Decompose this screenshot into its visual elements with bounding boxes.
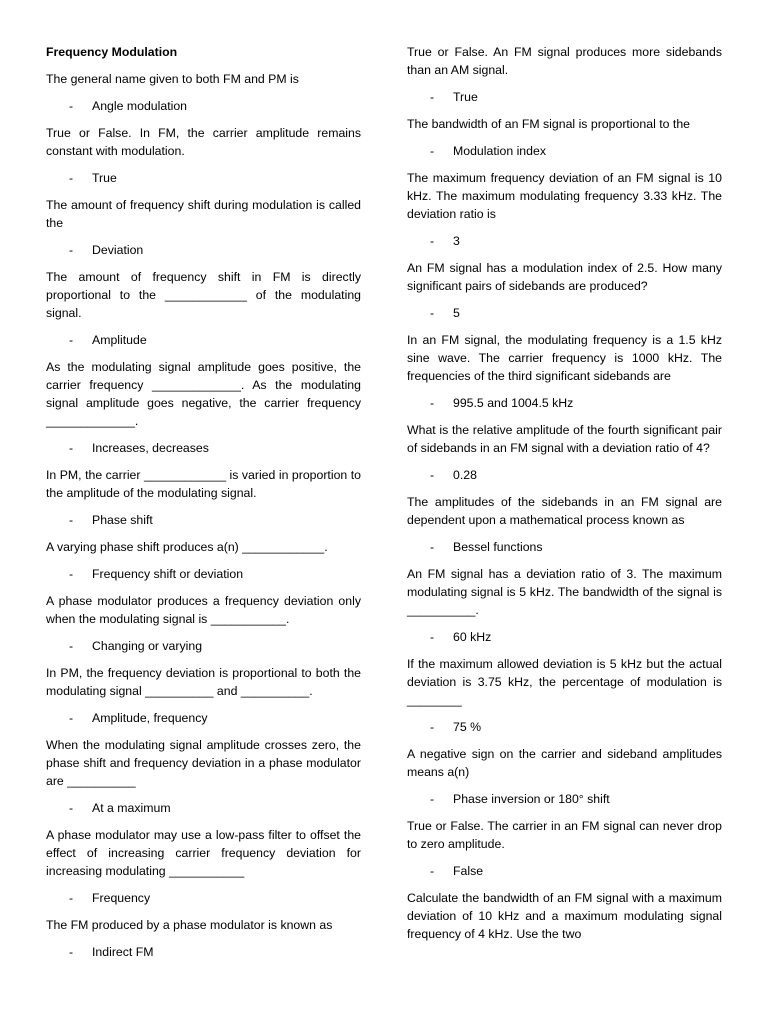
question-text: The general name given to both FM and PM is xyxy=(46,72,299,86)
question-text: A negative sign on the carrier and sideband amplitudes means a(n) xyxy=(407,747,722,779)
answer-marker: - xyxy=(430,90,435,104)
answer-text: Amplitude xyxy=(92,333,147,347)
answer-marker: - xyxy=(69,945,74,959)
answer-text: Angle modulation xyxy=(92,99,188,113)
answer-text: True xyxy=(453,90,478,104)
answer-marker: - xyxy=(430,306,435,320)
question-text: The maximum frequency deviation of an FM signal is 10 kHz. The maximum modulating frequency 3.33 kHz. The deviation ratio is xyxy=(407,171,722,221)
question-text: In PM, the carrier ____________ is varied in proportion to the amplitude of the modulating signal. xyxy=(46,468,361,500)
answer-marker: - xyxy=(69,333,74,347)
answer-item xyxy=(46,799,361,817)
question-text: What is the relative amplitude of the fourth significant pair of sidebands in an FM signal with a deviation ratio of 4? xyxy=(407,423,722,455)
answer-text: Increases, decreases xyxy=(92,441,209,455)
answer-text: Phase shift xyxy=(92,513,153,527)
answer-item xyxy=(407,88,722,106)
answer-marker: - xyxy=(430,234,435,248)
answer-item xyxy=(46,511,361,529)
answer-marker: - xyxy=(69,513,74,527)
answer-marker: - xyxy=(430,864,435,878)
answer-item xyxy=(46,241,361,259)
question-text: An FM signal has a deviation ratio of 3. The maximum modulating signal is 5 kHz. The bandwidth of the signal is __________. xyxy=(407,567,722,617)
answer-text: At a maximum xyxy=(92,801,171,815)
answer-item xyxy=(46,889,361,907)
left-column xyxy=(46,43,361,970)
answer-marker: - xyxy=(69,171,74,185)
answer-text: 995.5 and 1004.5 kHz xyxy=(453,396,574,410)
answer-text: 60 kHz xyxy=(453,630,492,644)
answer-marker: - xyxy=(430,630,435,644)
answer-marker: - xyxy=(69,891,74,905)
answer-marker: - xyxy=(430,144,435,158)
answer-marker: - xyxy=(69,711,74,725)
answer-item xyxy=(407,628,722,646)
answer-text: 3 xyxy=(453,234,460,248)
answer-item xyxy=(46,169,361,187)
answer-item xyxy=(407,304,722,322)
answer-text: Amplitude, frequency xyxy=(92,711,208,725)
question-text: A varying phase shift produces a(n) ____________. xyxy=(46,540,328,554)
question-text: The amplitudes of the sidebands in an FM signal are dependent upon a mathematical process known as xyxy=(407,495,722,527)
question-text: In PM, the frequency deviation is proportional to both the modulating signal __________ and __________. xyxy=(46,666,361,698)
answer-item xyxy=(407,466,722,484)
answer-item xyxy=(407,232,722,250)
answer-marker: - xyxy=(69,801,74,815)
answer-item xyxy=(407,718,722,736)
answer-text: 0.28 xyxy=(453,468,477,482)
answer-text: Frequency shift or deviation xyxy=(92,567,244,581)
question-text: The bandwidth of an FM signal is proportional to the xyxy=(407,117,690,131)
answer-text: Deviation xyxy=(92,243,144,257)
answer-text: False xyxy=(453,864,484,878)
answer-item xyxy=(407,862,722,880)
question-text: An FM signal has a modulation index of 2.5. How many significant pairs of sidebands are produced? xyxy=(407,261,722,293)
question-text: In an FM signal, the modulating frequency is a 1.5 kHz sine wave. The carrier frequency is 1000 kHz. The frequencies of the third significant sidebands are xyxy=(407,333,722,383)
answer-marker: - xyxy=(430,396,435,410)
question-text: Calculate the bandwidth of an FM signal with a maximum deviation of 10 kHz and a maximum modulating signal frequency of 4 kHz. Use the two xyxy=(407,891,722,941)
answer-marker: - xyxy=(430,540,435,554)
answer-marker: - xyxy=(69,639,74,653)
answer-text: 5 xyxy=(453,306,460,320)
question-text: A phase modulator produces a frequency deviation only when the modulating signal is ___________. xyxy=(46,594,361,626)
question-text: If the maximum allowed deviation is 5 kHz but the actual deviation is 3.75 kHz, the percentage of modulation is ________ xyxy=(407,657,722,707)
answer-text: Phase inversion or 180° shift xyxy=(453,792,610,806)
answer-text: Modulation index xyxy=(453,144,546,158)
question-text: The amount of frequency shift in FM is directly proportional to the ____________ of the modulating signal. xyxy=(46,270,361,320)
question-text: As the modulating signal amplitude goes positive, the carrier frequency _____________. As the modulating signal amplitude goes negative, the carrier frequency _____________. xyxy=(46,360,361,428)
answer-text: Indirect FM xyxy=(92,945,154,959)
answer-item xyxy=(46,97,361,115)
answer-item xyxy=(46,709,361,727)
answer-marker: - xyxy=(69,441,74,455)
answer-item xyxy=(46,331,361,349)
answer-item xyxy=(407,394,722,412)
answer-marker: - xyxy=(430,468,435,482)
answer-item xyxy=(46,943,361,961)
answer-item xyxy=(46,637,361,655)
answer-text: Changing or varying xyxy=(92,639,203,653)
answer-item xyxy=(407,538,722,556)
question-text: True or False. The carrier in an FM signal can never drop to zero amplitude. xyxy=(407,819,722,851)
answer-marker: - xyxy=(69,99,74,113)
answer-marker: - xyxy=(69,243,74,257)
question-text: A phase modulator may use a low-pass filter to offset the effect of increasing carrier frequency deviation for increasing modulating ___________ xyxy=(46,828,361,878)
answer-item xyxy=(407,142,722,160)
answer-text: Bessel functions xyxy=(453,540,543,554)
answer-item xyxy=(407,790,722,808)
question-text: True or False. An FM signal produces more sidebands than an AM signal. xyxy=(407,45,722,77)
question-text: The amount of frequency shift during modulation is called the xyxy=(46,198,361,230)
answer-text: True xyxy=(92,171,117,185)
question-text: The FM produced by a phase modulator is known as xyxy=(46,918,333,932)
question-text: When the modulating signal amplitude crosses zero, the phase shift and frequency deviation in a phase modulator are __________ xyxy=(46,738,361,788)
answer-item xyxy=(46,565,361,583)
document-title: Frequency Modulation xyxy=(46,45,178,59)
answer-marker: - xyxy=(430,720,435,734)
answer-text: Frequency xyxy=(92,891,151,905)
answer-item xyxy=(46,439,361,457)
answer-marker: - xyxy=(69,567,74,581)
question-text: True or False. In FM, the carrier amplitude remains constant with modulation. xyxy=(46,126,361,158)
right-column xyxy=(407,43,722,952)
answer-text: 75 % xyxy=(453,720,482,734)
answer-marker: - xyxy=(430,792,435,806)
